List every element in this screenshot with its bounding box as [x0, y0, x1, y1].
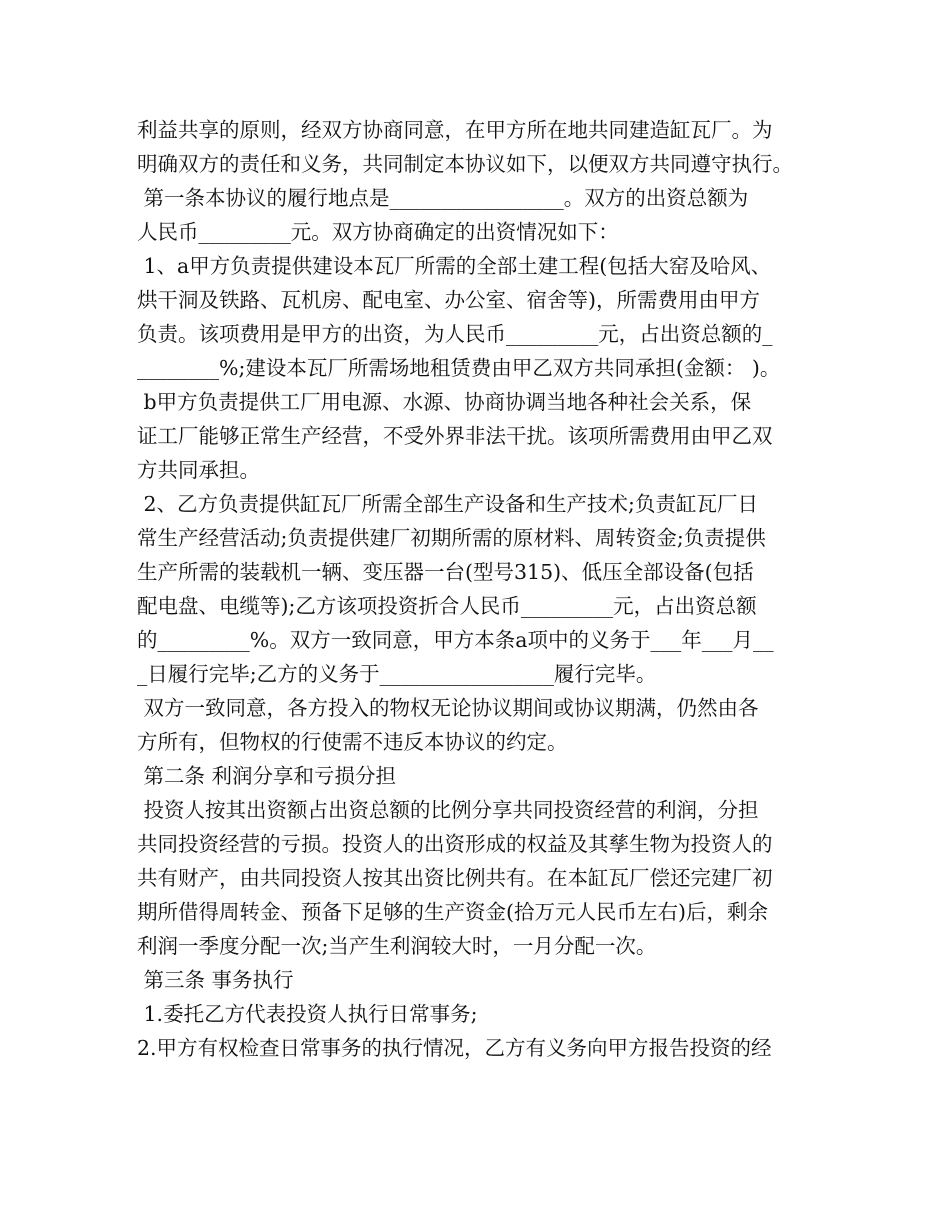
text-line: 共有财产，由共同投资人按其出资比例共有。在本缸瓦厂偿还完建厂初 [137, 866, 773, 890]
text-line: _日履行完毕;乙方的义务于_________________履行完毕。 [137, 662, 657, 686]
text-line: 常生产经营活动;负责提供建厂初期所需的原材料、周转资金;负责提供 [137, 526, 766, 550]
text-line: 方所有，但物权的行使需不违反本协议的约定。 [137, 730, 568, 754]
text-line: 利益共享的原则，经双方协商同意，在甲方所在地共同建造缸瓦厂。为 [137, 118, 773, 142]
text-line: 共同投资经营的亏损。投资人的出资形成的权益及其孳生物为投资人的 [137, 832, 773, 856]
text-line: 第一条本协议的履行地点是_________________。双方的出资总额为 [137, 186, 749, 210]
text-line: 负责。该项费用是甲方的出资，为人民币_________元，占出资总额的_ [137, 322, 773, 346]
text-line: ________%;建设本瓦厂所需场地租赁费由甲乙双方共同承担(金额： )。 [137, 356, 781, 380]
text-line: 的_________%。双方一致同意，甲方本条a项中的义务于___年___月__ [137, 628, 774, 652]
text-line: 1、a甲方负责提供建设本瓦厂所需的全部土建工程(包括大窑及哈风、 [137, 254, 772, 278]
text-line: 2.甲方有权检查日常事务的执行情况，乙方有义务向甲方报告投资的经 [137, 1036, 772, 1060]
section-heading: 第三条 事务执行 [137, 968, 294, 992]
text-line: 投资人按其出资额占出资总额的比例分享共同投资经营的利润，分担 [137, 798, 759, 822]
text-line: 证工厂能够正常生产经营，不受外界非法干扰。该项所需费用由甲乙双 [137, 424, 773, 448]
text-line: 生产所需的装载机一辆、变压器一台(型号315)、低压全部设备(包括 [137, 560, 754, 584]
text-line: 人民币_________元。双方协商确定的出资情况如下： [137, 220, 619, 244]
text-line: 1.委托乙方代表投资人执行日常事务; [137, 1002, 478, 1026]
text-line: 烘干洞及铁路、瓦机房、配电室、办公室、宿舍等)，所需费用由甲方 [137, 288, 760, 312]
text-line: 配电盘、电缆等);乙方该项投资折合人民币_________元，占出资总额 [137, 594, 757, 618]
text-line: 双方一致同意，各方投入的物权无论协议期间或协议期满，仍然由各 [137, 696, 759, 720]
text-line: b甲方负责提供工厂用电源、水源、协商协调当地各种社会关系，保 [137, 390, 752, 414]
text-line: 方共同承担。 [137, 458, 260, 482]
text-line: 期所借得周转金、预备下足够的生产资金(拾万元人民币左右)后，剩余 [137, 900, 768, 924]
text-line: 利润一季度分配一次;当产生利润较大时，一月分配一次。 [137, 934, 657, 958]
section-heading: 第二条 利润分享和亏损分担 [137, 764, 397, 788]
text-line: 2、乙方负责提供缸瓦厂所需全部生产设备和生产技术;负责缸瓦厂日 [137, 492, 758, 516]
document-body [137, 113, 817, 1065]
text-line: 明确双方的责任和义务，共同制定本协议如下，以便双方共同遵守执行。 [137, 152, 793, 176]
